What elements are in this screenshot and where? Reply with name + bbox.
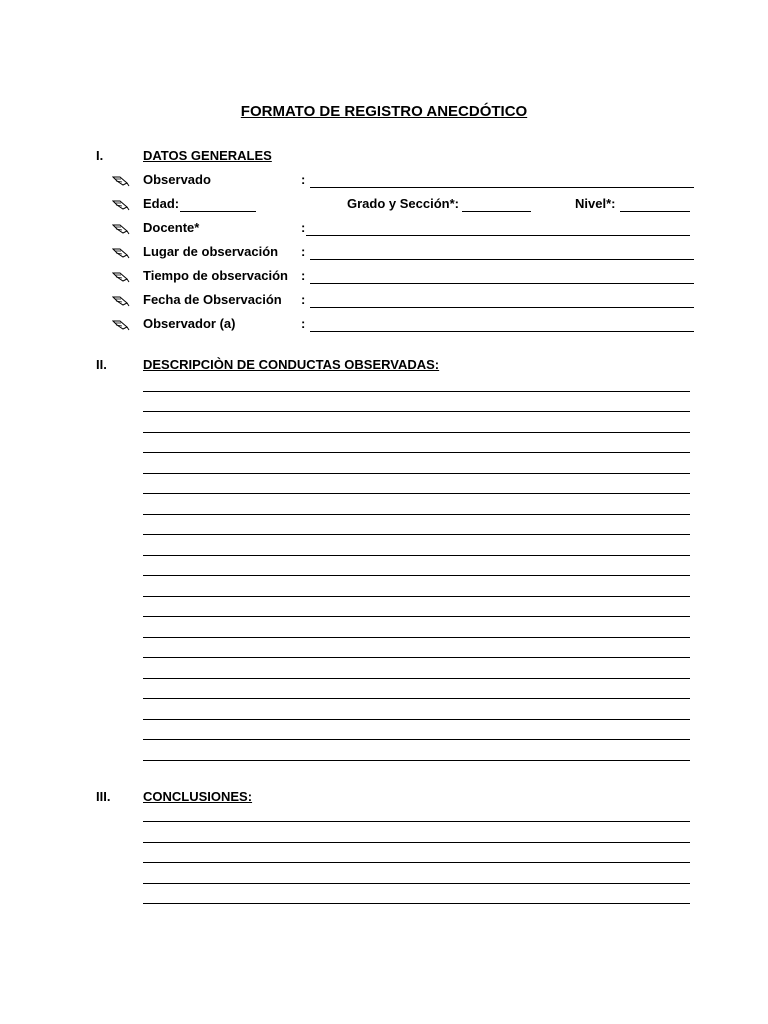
writing-line[interactable] — [143, 821, 690, 822]
field-colon: : — [301, 172, 306, 187]
field-colon: : — [301, 244, 306, 259]
document-title: FORMATO DE REGISTRO ANECDÓTICO — [240, 103, 528, 120]
grado-seccion-input-line[interactable] — [462, 211, 531, 212]
field-row-lugar — [108, 244, 708, 264]
writing-line[interactable] — [143, 555, 690, 556]
writing-hand-icon — [112, 197, 130, 211]
writing-line[interactable] — [143, 698, 690, 699]
writing-line[interactable] — [143, 575, 690, 576]
field-colon: : — [301, 316, 306, 331]
writing-line[interactable] — [143, 862, 690, 863]
writing-hand-icon — [112, 173, 130, 187]
section-3-title: CONCLUSIONES: — [143, 789, 253, 804]
field-row-docente — [108, 220, 708, 240]
writing-line[interactable] — [143, 657, 690, 658]
writing-hand-icon — [112, 221, 130, 235]
field-label-grado-seccion: Grado y Sección*: — [347, 196, 459, 211]
field-colon: : — [301, 220, 306, 235]
writing-line[interactable] — [143, 391, 690, 392]
writing-line[interactable] — [143, 760, 690, 761]
nivel-input-line[interactable] — [620, 211, 690, 212]
field-label-edad: Edad: — [143, 196, 180, 211]
writing-line[interactable] — [143, 534, 690, 535]
field-row-observador — [108, 316, 708, 336]
writing-line[interactable] — [143, 883, 690, 884]
writing-line[interactable] — [143, 719, 690, 720]
writing-line[interactable] — [143, 493, 690, 494]
lugar-input-line[interactable] — [310, 259, 694, 260]
writing-line[interactable] — [143, 432, 690, 433]
observado-input-line[interactable] — [310, 187, 694, 188]
writing-hand-icon — [112, 245, 130, 259]
field-label-nivel: Nivel*: — [575, 196, 616, 211]
writing-line[interactable] — [143, 739, 690, 740]
observador-input-line[interactable] — [310, 331, 694, 332]
field-label-tiempo: Tiempo de observación — [143, 268, 288, 283]
section-2-title: DESCRIPCIÒN DE CONDUCTAS OBSERVADAS: — [143, 357, 440, 372]
field-colon: : — [301, 292, 306, 307]
writing-line[interactable] — [143, 473, 690, 474]
writing-line[interactable] — [143, 903, 690, 904]
field-label-docente: Docente* — [143, 220, 200, 235]
writing-hand-icon — [112, 293, 130, 307]
field-row-tiempo — [108, 268, 708, 288]
writing-line[interactable] — [143, 637, 690, 638]
writing-hand-icon — [112, 317, 130, 331]
field-row-edad — [108, 196, 708, 216]
field-label-observado: Observado — [143, 172, 211, 187]
field-colon: : — [301, 268, 306, 283]
field-label-lugar: Lugar de observación — [143, 244, 279, 259]
writing-line[interactable] — [143, 596, 690, 597]
field-row-fecha — [108, 292, 708, 312]
edad-input-line[interactable] — [180, 211, 256, 212]
writing-hand-icon — [112, 269, 130, 283]
writing-line[interactable] — [143, 514, 690, 515]
field-label-observador: Observador (a) — [143, 316, 236, 331]
tiempo-input-line[interactable] — [310, 283, 694, 284]
fecha-input-line[interactable] — [310, 307, 694, 308]
section-3-number: III. — [96, 789, 111, 804]
docente-input-line[interactable] — [306, 235, 690, 236]
section-1-number: I. — [96, 148, 104, 163]
writing-line[interactable] — [143, 842, 690, 843]
writing-line[interactable] — [143, 616, 690, 617]
writing-line[interactable] — [143, 411, 690, 412]
writing-line[interactable] — [143, 452, 690, 453]
section-1-title: DATOS GENERALES — [143, 148, 272, 163]
section-2-number: II. — [96, 357, 107, 372]
field-label-fecha: Fecha de Observación — [143, 292, 282, 307]
field-row-observado — [108, 172, 708, 192]
writing-line[interactable] — [143, 678, 690, 679]
